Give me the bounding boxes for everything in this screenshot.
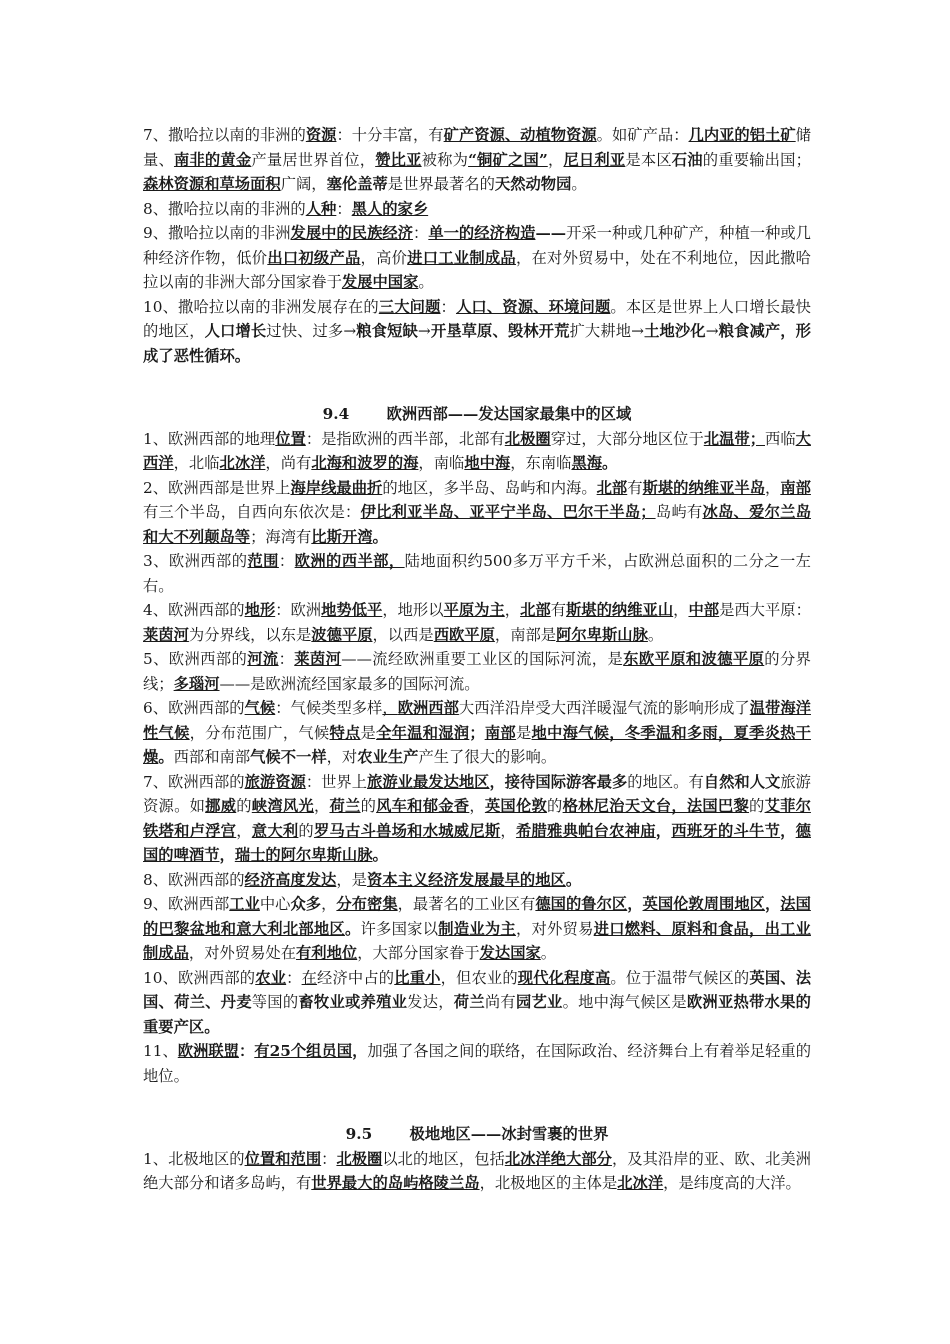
item-text: 撒哈拉以南的非洲发展中的民族经济：单一的经济构造——开采一种或几种矿产，种植一种或几种经济作物，低价出口初级产品，高价进口工业制成品，在对外贸易中，处在不利地位，因此撒哈拉以南的非洲大部分国家眷于发展中国家。 xyxy=(143,224,811,291)
item-number: 5、 xyxy=(143,650,169,668)
list-item xyxy=(143,868,811,893)
item-text: 撒哈拉以南的非洲发展存在的三大问题：人口、资源、环境问题。本区是世界上人口增长最快的地区，人口增长过快、过多→粮食短缺→开垦草原、毁林开荒扩大耕地→土地沙化→粮食减产，形成了恶性循环。 xyxy=(143,297,811,365)
section-8-3-tail xyxy=(143,123,811,368)
item-number: 9、 xyxy=(143,224,169,242)
item-text: 欧洲西部的地形：欧洲地势低平，地形以平原为主，北部有斯堪的纳维亚山，中部是西大平原：莱茵河为分界线，以东是波德平原，以西是西欧平原，南部是阿尔卑斯山脉。 xyxy=(143,601,811,644)
item-number: 8、 xyxy=(143,199,169,218)
item-text: 欧洲联盟：有25个组员国，加强了各国之间的联络，在国际政治、经济舞台上有着举足轻重的地位。 xyxy=(143,1042,811,1085)
item-number: 6、 xyxy=(143,699,169,717)
item-number: 4、 xyxy=(143,601,169,619)
list-item xyxy=(143,427,811,476)
item-number: 11、 xyxy=(143,1042,178,1060)
list-item xyxy=(143,221,811,295)
item-text: 北极地区的位置和范围：北极圈以北的地区，包括北冰洋绝大部分，及其沿岸的亚、欧、北美洲绝大部分和诸多岛屿，有世界最大的岛屿格陵兰岛，北极地区的主体是北冰洋，是纬度高的大洋。 xyxy=(143,1149,811,1192)
section-title: 欧洲西部——发达国家最集中的区域 xyxy=(386,405,632,423)
item-text: 欧洲西部的地理位置：是指欧洲的西半部，北部有北极圈穿过，大部分地区位于北温带；西临大西洋，北临北冰洋，尚有北海和波罗的海，南临地中海，东南临黑海。 xyxy=(143,429,811,472)
list-item xyxy=(143,476,811,550)
item-text: 撒哈拉以南的非洲的资源：十分丰富，有矿产资源、动植物资源。如矿产品：几内亚的铝土矿储量、南非的黄金产量居世界首位，赞比亚被称为“铜矿之国”，尼日利亚是本区石油的重要输出国；森林资源和草场面积广阔，塞伦盖蒂是世界最著名的天然动物园。 xyxy=(143,126,811,193)
item-text: 欧洲西部工业中心众多，分布密集，最著名的工业区有德国的鲁尔区，英国伦敦周围地区，法国的巴黎盆地和意大利北部地区。许多国家以制造业为主，对外贸易进口燃料、原料和食品，出工业制成品，对外贸易处在有利地位，大部分国家眷于发达国家。 xyxy=(143,895,811,962)
list-item xyxy=(143,598,811,647)
section-title: 极地地区——冰封雪裹的世界 xyxy=(409,1125,609,1143)
item-number: 9、 xyxy=(143,895,169,913)
item-number: 10、 xyxy=(143,968,179,987)
item-text: 欧洲西部的范围：欧洲的西半部，陆地面积约500多万平方千米，占欧洲总面积的二分之一左右。 xyxy=(143,552,811,595)
item-number: 2、 xyxy=(143,478,169,497)
item-text: 欧洲西部的河流：莱茵河——流经欧洲重要工业区的国际河流，是东欧平原和波德平原的分界线；多瑙河——是欧洲流经国家最多的国际河流。 xyxy=(143,650,811,693)
list-item xyxy=(143,647,811,696)
section-number: 9.4 xyxy=(322,405,350,423)
item-number: 10、 xyxy=(143,297,179,316)
list-item xyxy=(143,696,811,770)
item-text: 撒哈拉以南的非洲的人种：黑人的家乡 xyxy=(168,199,429,218)
list-item xyxy=(143,966,811,1040)
list-item xyxy=(143,549,811,598)
item-number: 3、 xyxy=(143,552,169,570)
item-text: 欧洲西部的农业：在经济中占的比重小，但农业的现代化程度高。位于温带气候区的英国、法国、荷兰、丹麦等国的畜牧业或养殖业发达，荷兰尚有园艺业。地中海气候区是欧洲亚热带水果的重要产区。 xyxy=(143,968,811,1036)
item-number: 1、 xyxy=(143,429,169,448)
item-number: 7、 xyxy=(143,126,169,144)
item-number: 1、 xyxy=(143,1149,169,1168)
item-text: 欧洲西部是世界上海岸线最曲折的地区，多半岛、岛屿和内海。北部有斯堪的纳维亚半岛，南部有三个半岛，自西向东依次是：伊比利亚半岛、亚平宁半岛、巴尔干半岛；岛屿有冰岛、爱尔兰岛和大不列颠岛等；海湾有比斯开湾。 xyxy=(143,478,811,546)
document-page xyxy=(143,123,811,1196)
section-9-5-heading xyxy=(143,1122,811,1147)
list-item xyxy=(143,123,811,197)
item-number: 8、 xyxy=(143,870,169,889)
list-item xyxy=(143,1039,811,1088)
list-item xyxy=(143,770,811,868)
section-9-4-heading xyxy=(143,402,811,427)
item-text: 欧洲西部的旅游资源：世界上旅游业最发达地区，接待国际游客最多的地区。有自然和人文旅游资源。如挪威的峡湾风光，荷兰的风车和郁金香，英国伦敦的格林尼治天文台，法国巴黎的艾菲尔铁塔和卢浮宫，意大利的罗马古斗兽场和水城威尼斯，希腊雅典帕台农神庙，西班牙的斗牛节，德国的啤酒节，瑞士的阿尔卑斯山脉。 xyxy=(143,772,811,864)
item-number: 7、 xyxy=(143,772,169,791)
section-9-4-body xyxy=(143,427,811,1089)
list-item xyxy=(143,892,811,966)
list-item xyxy=(143,197,811,222)
item-text: 欧洲西部的经济高度发达，是资本主义经济发展最早的地区。 xyxy=(168,870,582,889)
list-item xyxy=(143,1147,811,1196)
section-number: 9.5 xyxy=(345,1125,373,1143)
item-text: 欧洲西部的气候：气候类型多样，欧洲西部大西洋沿岸受大西洋暖湿气流的影响形成了温带海洋性气候，分布范围广，气候特点是全年温和湿润；南部是地中海气候，冬季温和多雨，夏季炎热干燥。西部和南部气候不一样，对农业生产产生了很大的影响。 xyxy=(143,699,811,766)
section-9-5-body xyxy=(143,1147,811,1196)
list-item xyxy=(143,295,811,369)
